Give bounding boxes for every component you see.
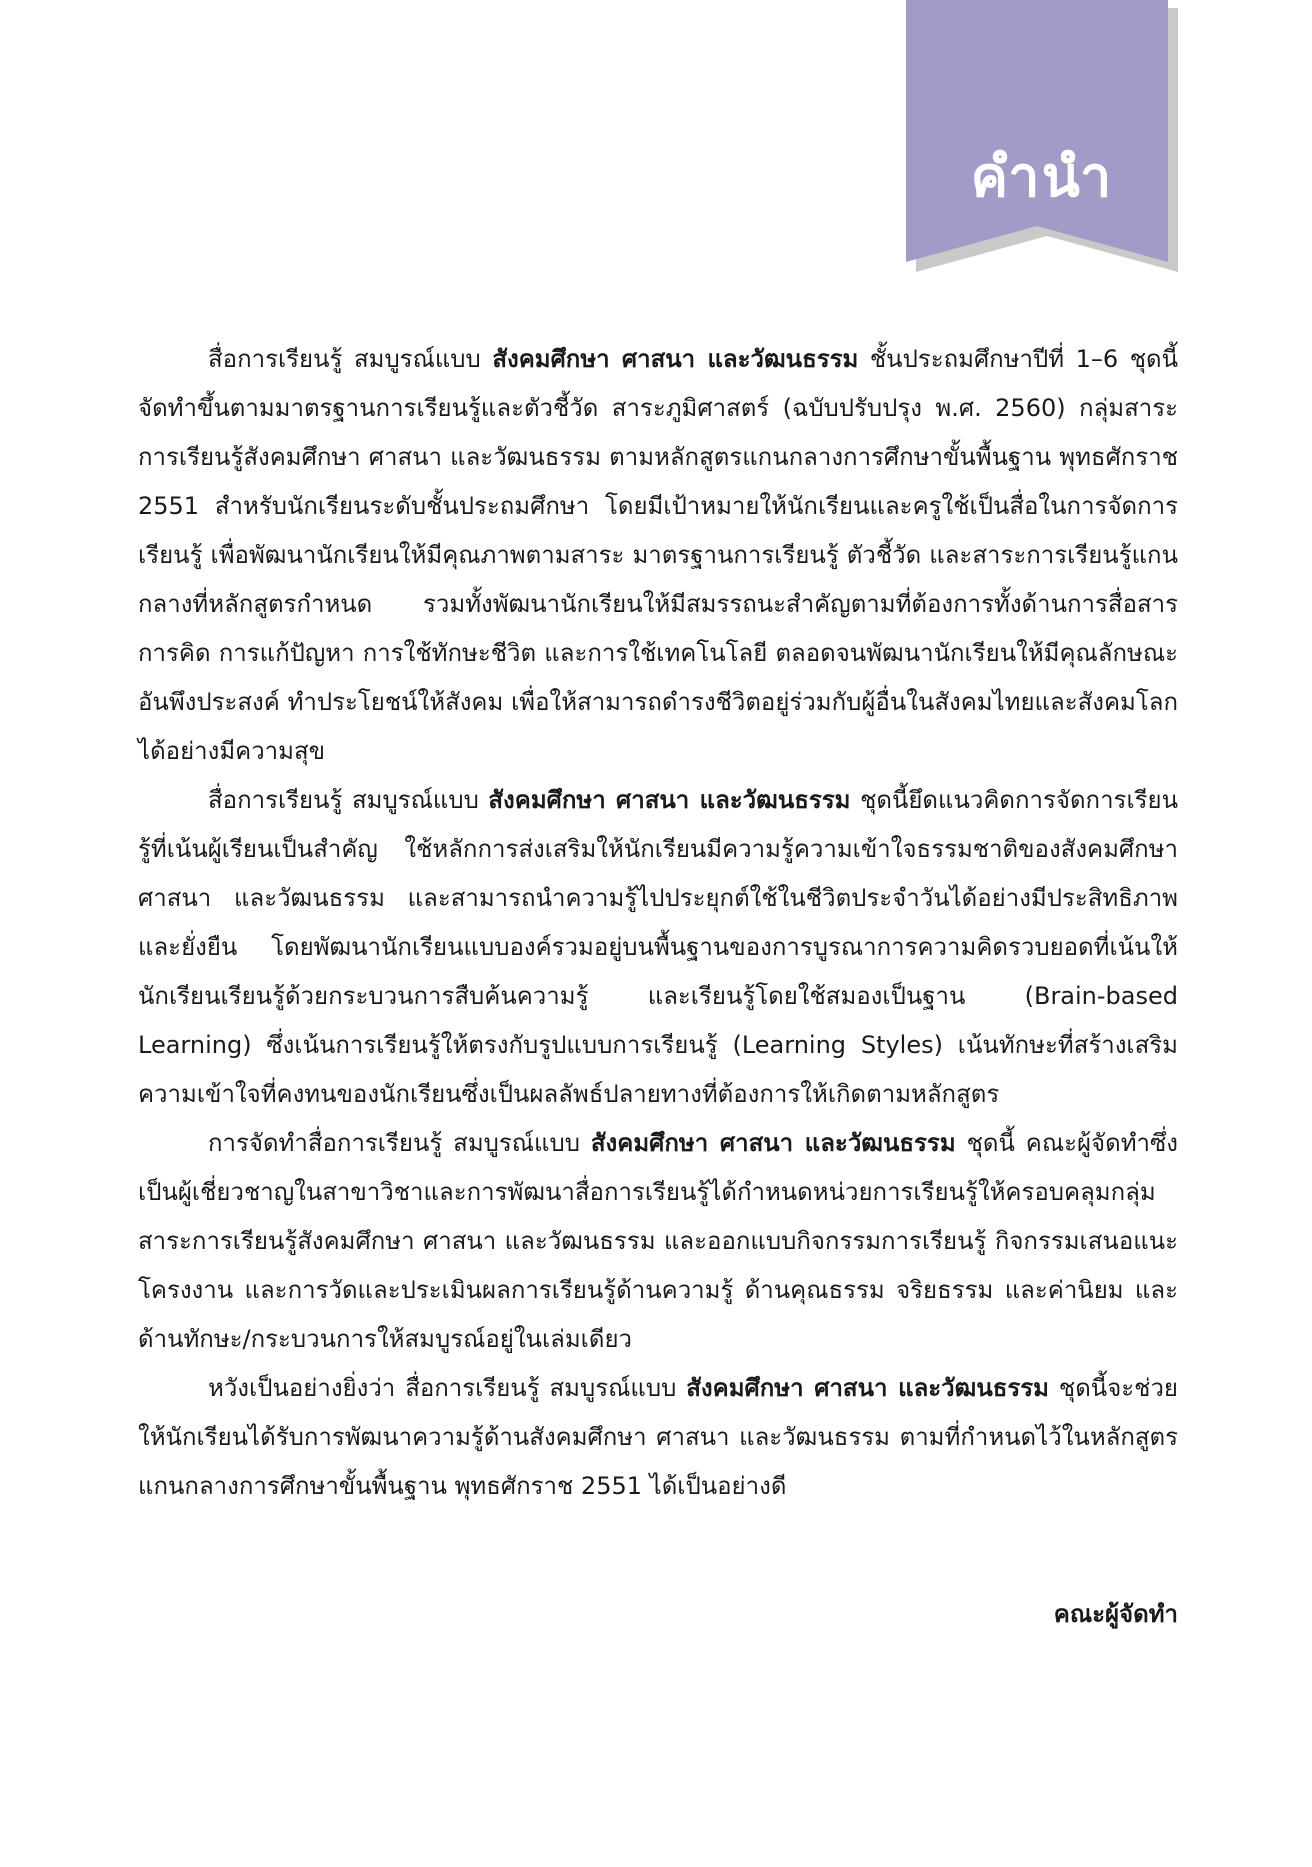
foreword-body [138, 335, 1178, 1511]
paragraph-text: สื่อการเรียนรู้ สมบูรณ์แบบ [208, 345, 493, 373]
signature: คณะผู้จัดทำ [1053, 1600, 1178, 1628]
subject-name-bold: สังคมศึกษา ศาสนา และวัฒนธรรม [492, 345, 859, 373]
paragraph-text: หวังเป็นอย่างยิ่งว่า สื่อการเรียนรู้ สมบูรณ์แบบ [208, 1374, 687, 1402]
subject-name-bold: สังคมศึกษา ศาสนา และวัฒนธรรม [686, 1374, 1049, 1402]
paragraph-text: ชุดนี้ยึดแนวคิดการจัดการเรียนรู้ที่เน้นผู้เรียนเป็นสำคัญ ใช้หลักการส่งเสริมให้นักเรียนมีความรู้ความเข้าใจธรรมชาติของสังคมศึกษา ศาสนา และวัฒนธรรม และสามารถนำความรู้ไปประยุกต์ใช้ในชีวิตประจำวันได้อย่างมีประสิทธิภาพและยั่งยืน โดยพัฒนานักเรียนแบบองค์รวมอยู่บนพื้นฐานของการบูรณาการความคิดรวบยอดที่เน้นให้นักเรียนเรียนรู้ด้วยกระบวนการสืบค้นความรู้ และเรียนรู้โดยใช้สมองเป็นฐาน (Brain-based Learning) ซึ่งเน้นการเรียนรู้ให้ตรงกับรูปแบบการเรียนรู้ (Learning Styles) เน้นทักษะที่สร้างเสริมความเข้าใจที่คงทนของนักเรียนซึ่งเป็นผลลัพธ์ปลายทางที่ต้องการให้เกิดตามหลักสูตร [138, 786, 1179, 1108]
paragraph [138, 1119, 1178, 1364]
paragraph [138, 776, 1178, 1119]
subject-name-bold: สังคมศึกษา ศาสนา และวัฒนธรรม [590, 1129, 956, 1157]
paragraph [138, 1364, 1178, 1511]
page-title: คำนำ [970, 145, 1114, 210]
paragraph-text: ชั้นประถมศึกษาปีที่ 1–6 ชุดนี้จัดทำขึ้นตามมาตรฐานการเรียนรู้และตัวชี้วัด สาระภูมิศาสตร์ (ฉบับปรับปรุง พ.ศ. 2560) กลุ่มสาระการเรียนรู้สังคมศึกษา ศาสนา และวัฒนธรรม ตามหลักสูตรแกนกลางการศึกษาขั้นพื้นฐาน พุทธศักราช 2551 สำหรับนักเรียนระดับชั้นประถมศึกษา โดยมีเป้าหมายให้นักเรียนและครูใช้เป็นสื่อในการจัดการเรียนรู้ เพื่อพัฒนานักเรียนให้มีคุณภาพตามสาระ มาตรฐานการเรียนรู้ ตัวชี้วัด และสาระการเรียนรู้แกนกลางที่หลักสูตรกำหนด รวมทั้งพัฒนานักเรียนให้มีสมรรถนะสำคัญตามที่ต้องการทั้งด้านการสื่อสาร การคิด การแก้ปัญหา การใช้ทักษะชีวิต และการใช้เทคโนโลยี ตลอดจนพัฒนานักเรียนให้มีคุณลักษณะอันพึงประสงค์ ทำประโยชน์ให้สังคม เพื่อให้สามารถดำรงชีวิตอยู่ร่วมกับผู้อื่นในสังคมไทยและสังคมโลกได้อย่างมีความสุข [138, 345, 1179, 765]
paragraph-text: การจัดทำสื่อการเรียนรู้ สมบูรณ์แบบ [208, 1129, 591, 1157]
paragraph [138, 335, 1178, 776]
paragraph-text: ชุดนี้จะช่วยให้นักเรียนได้รับการพัฒนาความรู้ด้านสังคมศึกษา ศาสนา และวัฒนธรรม ตามที่กำหนดไว้ในหลักสูตรแกนกลางการศึกษาขั้นพื้นฐาน พุทธศักราช 2551 ได้เป็นอย่างดี [138, 1374, 1178, 1500]
subject-name-bold: สังคมศึกษา ศาสนา และวัฒนธรรม [488, 786, 851, 814]
paragraph-text: ชุดนี้ คณะผู้จัดทำซึ่งเป็นผู้เชี่ยวชาญในสาขาวิชาและการพัฒนาสื่อการเรียนรู้ได้กำหนดหน่วยการเรียนรู้ให้ครอบคลุมกลุ่มสาระการเรียนรู้สังคมศึกษา ศาสนา และวัฒนธรรม และออกแบบกิจกรรมการเรียนรู้ กิจกรรมเสนอแนะ โครงงาน และการวัดและประเมินผลการเรียนรู้ด้านความรู้ ด้านคุณธรรม จริยธรรม และค่านิยม และด้านทักษะ/กระบวนการให้สมบูรณ์อยู่ในเล่มเดียว [138, 1129, 1178, 1353]
paragraph-text: สื่อการเรียนรู้ สมบูรณ์แบบ [208, 786, 489, 814]
title-banner [906, 0, 1178, 272]
